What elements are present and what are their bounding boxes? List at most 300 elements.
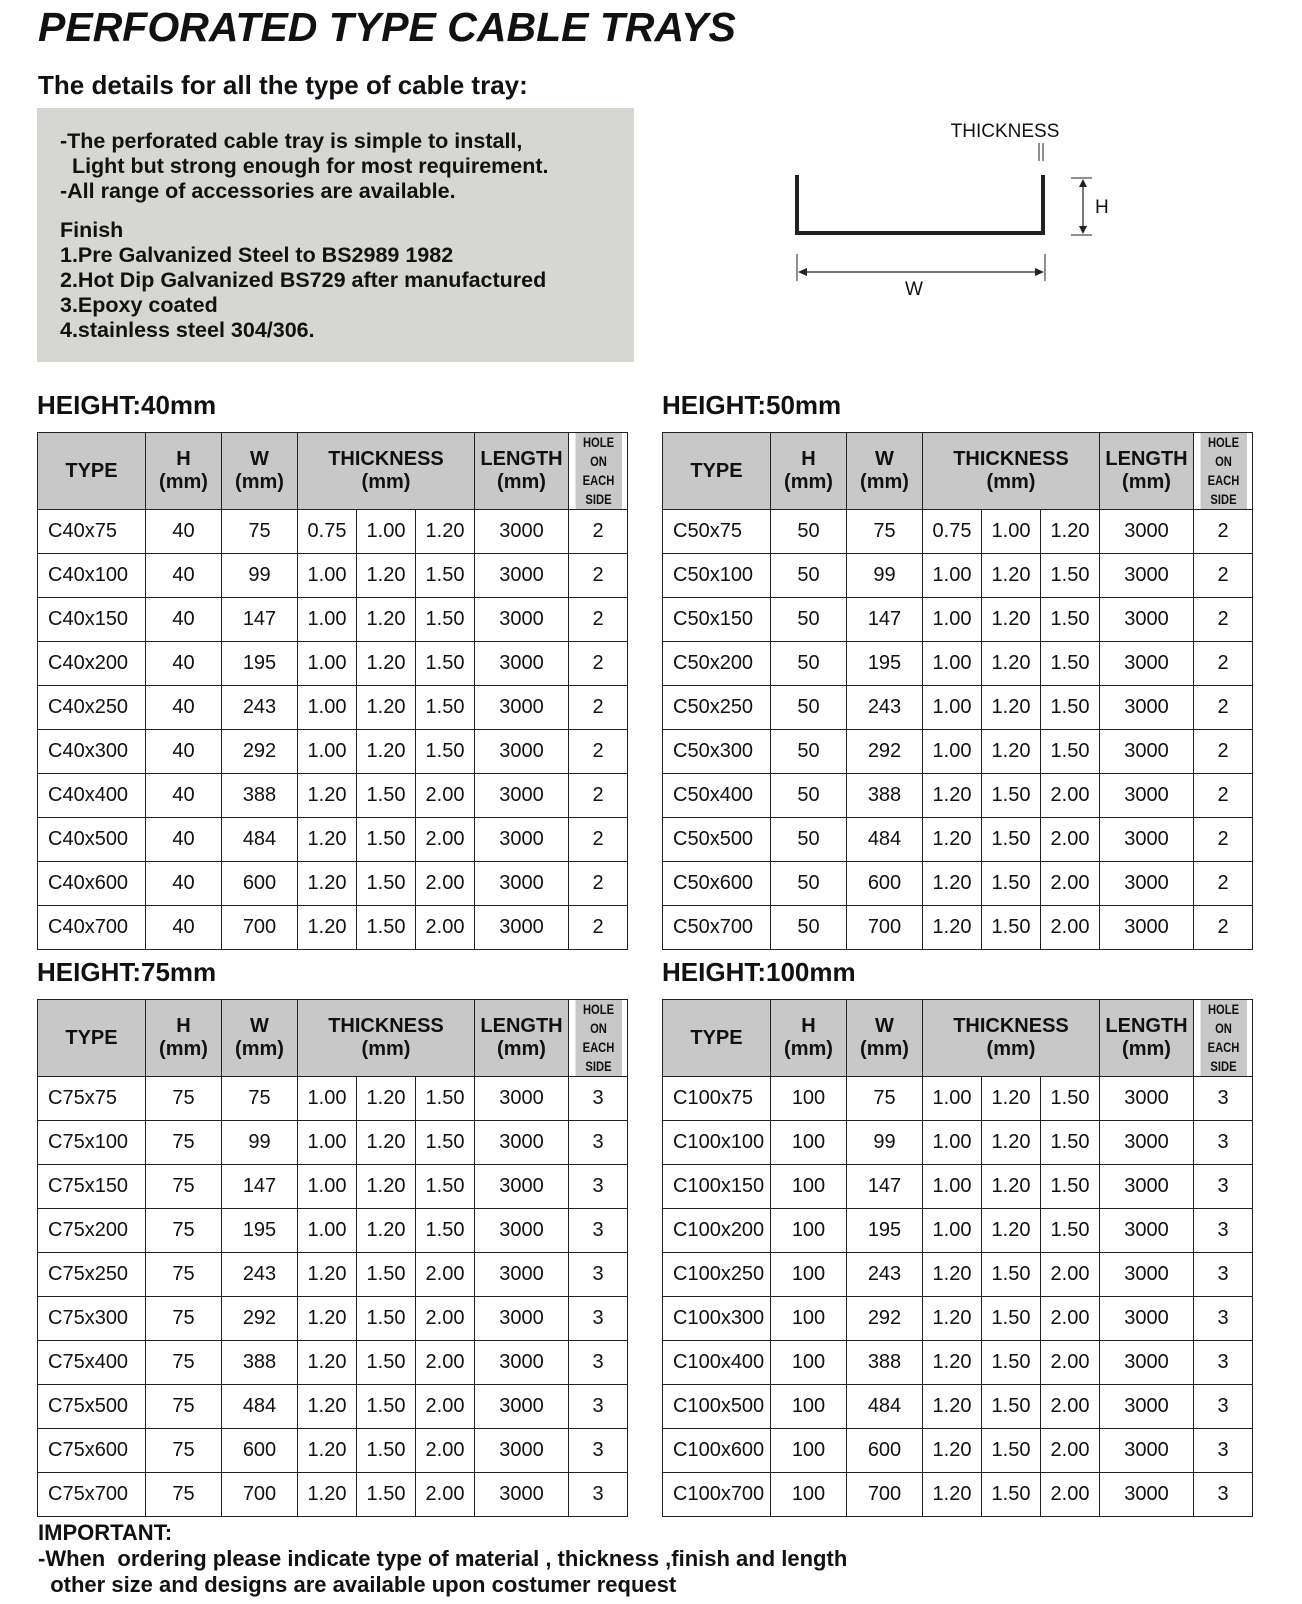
- thickness-cell: 1.20: [298, 818, 357, 862]
- hole-cell: 3: [569, 1385, 628, 1429]
- length-cell: 3000: [1100, 598, 1194, 642]
- finish-item: 2.Hot Dip Galvanized BS729 after manufactured: [60, 268, 547, 292]
- thickness-cell: 1.00: [298, 1165, 357, 1209]
- thickness-cell: 1.00: [298, 1121, 357, 1165]
- hole-cell: 2: [1194, 598, 1253, 642]
- thickness-cell: 2.00: [1041, 1341, 1100, 1385]
- thickness-cell: 1.50: [982, 862, 1041, 906]
- hole-cell: 2: [1194, 818, 1253, 862]
- length-cell: 3000: [475, 1385, 569, 1429]
- h-cell: 75: [146, 1385, 222, 1429]
- thickness-cell: 1.50: [982, 774, 1041, 818]
- thickness-cell: 1.50: [357, 862, 416, 906]
- h-cell: 50: [771, 730, 847, 774]
- hole-cell: 2: [569, 554, 628, 598]
- thickness-cell: 1.20: [923, 906, 982, 950]
- table-row: [38, 1385, 628, 1429]
- hole-cell: 3: [1194, 1121, 1253, 1165]
- thickness-cell: 2.00: [416, 906, 475, 950]
- length-cell: 3000: [475, 1165, 569, 1209]
- h-cell: 75: [146, 1209, 222, 1253]
- length-cell: 3000: [475, 730, 569, 774]
- thickness-cell: 1.20: [923, 818, 982, 862]
- thickness-cell: 1.00: [923, 642, 982, 686]
- col-header-w: W (mm): [222, 1000, 298, 1077]
- h-cell: 100: [771, 1253, 847, 1297]
- thickness-cell: 2.00: [1041, 818, 1100, 862]
- thickness-cell: 1.20: [982, 1077, 1041, 1121]
- thickness-cell: 1.00: [298, 554, 357, 598]
- type-cell: C40x200: [38, 642, 146, 686]
- h-cell: 100: [771, 1165, 847, 1209]
- thickness-cell: 1.50: [1041, 554, 1100, 598]
- table-row: [38, 598, 628, 642]
- w-cell: 484: [847, 818, 923, 862]
- w-cell: 388: [222, 1341, 298, 1385]
- thickness-cell: 1.20: [357, 554, 416, 598]
- thickness-cell: 1.20: [298, 774, 357, 818]
- table-row: [663, 818, 1253, 862]
- length-cell: 3000: [475, 1253, 569, 1297]
- thickness-cell: 1.00: [923, 1165, 982, 1209]
- table-row: [663, 1209, 1253, 1253]
- length-cell: 3000: [475, 906, 569, 950]
- h-cell: 75: [146, 1077, 222, 1121]
- type-cell: C100x200: [663, 1209, 771, 1253]
- col-header-w: W (mm): [222, 433, 298, 510]
- thickness-cell: 1.50: [1041, 1165, 1100, 1209]
- hole-cell: 2: [1194, 686, 1253, 730]
- table-row: [38, 1297, 628, 1341]
- length-cell: 3000: [475, 1429, 569, 1473]
- thickness-cell: 1.50: [1041, 598, 1100, 642]
- thickness-cell: 1.50: [357, 1429, 416, 1473]
- h-cell: 100: [771, 1209, 847, 1253]
- thickness-cell: 1.00: [298, 1077, 357, 1121]
- thickness-cell: 1.50: [1041, 730, 1100, 774]
- type-cell: C40x400: [38, 774, 146, 818]
- thickness-cell: 1.50: [982, 1341, 1041, 1385]
- w-cell: 388: [222, 774, 298, 818]
- col-header-thickness: THICKNESS (mm): [923, 1000, 1100, 1077]
- thickness-cell: 2.00: [1041, 862, 1100, 906]
- h-cell: 100: [771, 1077, 847, 1121]
- table-row: [38, 906, 628, 950]
- w-cell: 75: [222, 510, 298, 554]
- w-cell: 99: [847, 1121, 923, 1165]
- w-cell: 292: [222, 730, 298, 774]
- length-cell: 3000: [475, 1077, 569, 1121]
- thickness-cell: 1.50: [357, 1341, 416, 1385]
- w-cell: 600: [222, 862, 298, 906]
- col-header-hole: HOLE ON EACH SIDE: [574, 433, 621, 510]
- table-row: [663, 642, 1253, 686]
- length-cell: 3000: [475, 510, 569, 554]
- hole-cell: 3: [569, 1077, 628, 1121]
- table-row: [38, 642, 628, 686]
- spec-table: [662, 999, 1253, 1517]
- page-subtitle: The details for all the type of cable tray:: [38, 70, 528, 100]
- table-row: [663, 730, 1253, 774]
- h-cell: 50: [771, 510, 847, 554]
- hole-cell: 2: [569, 774, 628, 818]
- table-row: [38, 1473, 628, 1517]
- length-cell: 3000: [475, 554, 569, 598]
- length-cell: 3000: [1100, 730, 1194, 774]
- type-cell: C40x250: [38, 686, 146, 730]
- thickness-cell: 1.50: [416, 686, 475, 730]
- type-cell: C75x150: [38, 1165, 146, 1209]
- hole-cell: 3: [569, 1121, 628, 1165]
- table-row: [663, 906, 1253, 950]
- thickness-cell: 2.00: [1041, 1297, 1100, 1341]
- h-cell: 75: [146, 1341, 222, 1385]
- type-cell: C75x250: [38, 1253, 146, 1297]
- thickness-label: THICKNESS: [950, 121, 1060, 142]
- h-cell: 75: [146, 1429, 222, 1473]
- hole-cell: 3: [1194, 1473, 1253, 1517]
- h-cell: 50: [771, 554, 847, 598]
- thickness-cell: 1.50: [1041, 1077, 1100, 1121]
- thickness-cell: 1.00: [923, 1209, 982, 1253]
- h-cell: 50: [771, 774, 847, 818]
- w-cell: 99: [847, 554, 923, 598]
- w-cell: 195: [847, 642, 923, 686]
- thickness-cell: 1.20: [357, 686, 416, 730]
- hole-cell: 3: [1194, 1165, 1253, 1209]
- thickness-cell: 2.00: [416, 1429, 475, 1473]
- w-cell: 292: [222, 1297, 298, 1341]
- info-box: [37, 108, 634, 362]
- length-cell: 3000: [1100, 1341, 1194, 1385]
- h-cell: 100: [771, 1385, 847, 1429]
- h-cell: 40: [146, 642, 222, 686]
- thickness-cell: 1.20: [982, 598, 1041, 642]
- thickness-cell: 2.00: [416, 774, 475, 818]
- thickness-cell: 1.50: [982, 1253, 1041, 1297]
- w-cell: 147: [847, 1165, 923, 1209]
- cable-tray-profile-diagram: [790, 115, 1150, 305]
- type-cell: C50x500: [663, 818, 771, 862]
- col-header-length: LENGTH (mm): [475, 433, 569, 510]
- type-cell: C50x75: [663, 510, 771, 554]
- length-cell: 3000: [475, 686, 569, 730]
- section-title: HEIGHT:40mm: [37, 390, 217, 420]
- w-cell: 147: [222, 1165, 298, 1209]
- thickness-cell: 2.00: [416, 1473, 475, 1517]
- w-cell: 147: [222, 598, 298, 642]
- thickness-cell: 0.75: [923, 510, 982, 554]
- type-cell: C50x600: [663, 862, 771, 906]
- table-row: [38, 1165, 628, 1209]
- thickness-cell: 1.50: [416, 642, 475, 686]
- thickness-cell: 1.00: [923, 730, 982, 774]
- thickness-cell: 1.20: [982, 554, 1041, 598]
- h-cell: 50: [771, 686, 847, 730]
- table-row: [663, 1341, 1253, 1385]
- thickness-cell: 2.00: [1041, 1473, 1100, 1517]
- table-header-row: [38, 433, 628, 510]
- thickness-cell: 1.50: [982, 818, 1041, 862]
- info-line: -The perforated cable tray is simple to install,: [60, 129, 523, 153]
- length-cell: 3000: [1100, 1121, 1194, 1165]
- thickness-cell: 2.00: [416, 1385, 475, 1429]
- w-label: W: [905, 279, 923, 300]
- w-cell: 292: [847, 730, 923, 774]
- hole-cell: 3: [1194, 1297, 1253, 1341]
- length-cell: 3000: [1100, 1473, 1194, 1517]
- table-row: [38, 1121, 628, 1165]
- col-header-thickness: THICKNESS (mm): [298, 1000, 475, 1077]
- col-header-h: H (mm): [146, 433, 222, 510]
- table-row: [38, 774, 628, 818]
- hole-cell: 3: [1194, 1077, 1253, 1121]
- thickness-cell: 1.00: [298, 1209, 357, 1253]
- spec-table: [37, 999, 628, 1517]
- type-cell: C100x250: [663, 1253, 771, 1297]
- hole-cell: 3: [1194, 1429, 1253, 1473]
- finish-item: 1.Pre Galvanized Steel to BS2989 1982: [60, 243, 454, 267]
- thickness-cell: 0.75: [298, 510, 357, 554]
- thickness-cell: 1.00: [923, 1121, 982, 1165]
- h-cell: 40: [146, 818, 222, 862]
- table-row: [663, 1385, 1253, 1429]
- thickness-cell: 1.20: [923, 1473, 982, 1517]
- w-cell: 99: [222, 1121, 298, 1165]
- thickness-cell: 1.50: [416, 730, 475, 774]
- table-row: [663, 862, 1253, 906]
- thickness-cell: 1.20: [357, 642, 416, 686]
- type-cell: C50x100: [663, 554, 771, 598]
- thickness-cell: 1.20: [298, 1253, 357, 1297]
- w-cell: 75: [847, 510, 923, 554]
- h-cell: 100: [771, 1121, 847, 1165]
- thickness-cell: 1.50: [1041, 1121, 1100, 1165]
- section-title: HEIGHT:100mm: [662, 957, 856, 987]
- thickness-cell: 1.20: [923, 1253, 982, 1297]
- table-row: [38, 818, 628, 862]
- col-header-h: H (mm): [146, 1000, 222, 1077]
- type-cell: C100x600: [663, 1429, 771, 1473]
- w-cell: 600: [847, 862, 923, 906]
- important-title: IMPORTANT:: [38, 1520, 173, 1545]
- length-cell: 3000: [475, 862, 569, 906]
- thickness-cell: 1.20: [357, 1209, 416, 1253]
- h-cell: 40: [146, 774, 222, 818]
- type-cell: C100x700: [663, 1473, 771, 1517]
- hole-cell: 2: [569, 818, 628, 862]
- table-row: [38, 510, 628, 554]
- table-row: [663, 1121, 1253, 1165]
- col-header-type: TYPE: [38, 1000, 146, 1077]
- length-cell: 3000: [1100, 1429, 1194, 1473]
- important-line: -When ordering please indicate type of material , thickness ,finish and length: [38, 1546, 848, 1571]
- thickness-cell: 1.50: [416, 1077, 475, 1121]
- h-cell: 40: [146, 554, 222, 598]
- thickness-cell: 1.20: [298, 1341, 357, 1385]
- table-row: [38, 1077, 628, 1121]
- w-cell: 195: [847, 1209, 923, 1253]
- type-cell: C40x150: [38, 598, 146, 642]
- hole-cell: 2: [1194, 774, 1253, 818]
- thickness-cell: 1.20: [416, 510, 475, 554]
- thickness-cell: 2.00: [1041, 1253, 1100, 1297]
- thickness-cell: 1.00: [923, 686, 982, 730]
- hole-cell: 2: [1194, 554, 1253, 598]
- hole-cell: 3: [569, 1429, 628, 1473]
- h-cell: 50: [771, 818, 847, 862]
- length-cell: 3000: [1100, 554, 1194, 598]
- table-row: [663, 686, 1253, 730]
- thickness-cell: 1.20: [923, 1297, 982, 1341]
- thickness-cell: 1.20: [298, 906, 357, 950]
- hole-cell: 2: [569, 686, 628, 730]
- thickness-cell: 1.20: [923, 1429, 982, 1473]
- h-cell: 40: [146, 510, 222, 554]
- thickness-cell: 1.20: [982, 686, 1041, 730]
- w-cell: 388: [847, 774, 923, 818]
- col-header-h: H (mm): [771, 433, 847, 510]
- table-row: [38, 554, 628, 598]
- thickness-cell: 2.00: [1041, 774, 1100, 818]
- h-cell: 75: [146, 1297, 222, 1341]
- thickness-cell: 1.20: [357, 730, 416, 774]
- thickness-cell: 1.50: [416, 1121, 475, 1165]
- thickness-cell: 1.50: [357, 1473, 416, 1517]
- hole-cell: 3: [569, 1253, 628, 1297]
- thickness-cell: 1.00: [923, 554, 982, 598]
- type-cell: C50x150: [663, 598, 771, 642]
- table-row: [663, 1473, 1253, 1517]
- w-cell: 243: [222, 686, 298, 730]
- thickness-cell: 1.50: [982, 1429, 1041, 1473]
- w-cell: 243: [847, 686, 923, 730]
- w-cell: 99: [222, 554, 298, 598]
- page-title: PERFORATED TYPE CABLE TRAYS: [38, 4, 736, 50]
- w-cell: 700: [847, 1473, 923, 1517]
- col-header-w: W (mm): [847, 433, 923, 510]
- w-cell: 600: [222, 1429, 298, 1473]
- thickness-cell: 1.50: [357, 818, 416, 862]
- table-header-row: [38, 1000, 628, 1077]
- length-cell: 3000: [475, 774, 569, 818]
- thickness-cell: 1.20: [357, 1121, 416, 1165]
- length-cell: 3000: [1100, 774, 1194, 818]
- thickness-cell: 1.50: [357, 1253, 416, 1297]
- w-cell: 484: [222, 1385, 298, 1429]
- thickness-cell: 1.50: [357, 1385, 416, 1429]
- h-cell: 75: [146, 1253, 222, 1297]
- type-cell: C40x75: [38, 510, 146, 554]
- table-body: [663, 510, 1253, 950]
- thickness-cell: 1.50: [416, 598, 475, 642]
- w-cell: 75: [222, 1077, 298, 1121]
- w-cell: 700: [222, 1473, 298, 1517]
- length-cell: 3000: [475, 1121, 569, 1165]
- hole-cell: 3: [569, 1209, 628, 1253]
- h-cell: 40: [146, 862, 222, 906]
- length-cell: 3000: [1100, 1077, 1194, 1121]
- hole-cell: 2: [569, 598, 628, 642]
- w-cell: 484: [847, 1385, 923, 1429]
- thickness-cell: 1.50: [982, 906, 1041, 950]
- thickness-cell: 1.20: [298, 862, 357, 906]
- thickness-cell: 1.20: [923, 1385, 982, 1429]
- thickness-cell: 2.00: [1041, 1385, 1100, 1429]
- h-cell: 75: [146, 1473, 222, 1517]
- h-cell: 100: [771, 1473, 847, 1517]
- h-cell: 100: [771, 1341, 847, 1385]
- col-header-h: H (mm): [771, 1000, 847, 1077]
- type-cell: C50x700: [663, 906, 771, 950]
- thickness-cell: 1.20: [298, 1473, 357, 1517]
- section-title: HEIGHT:75mm: [37, 957, 217, 987]
- thickness-cell: 1.00: [923, 598, 982, 642]
- col-header-type: TYPE: [38, 433, 146, 510]
- thickness-cell: 1.20: [298, 1429, 357, 1473]
- thickness-cell: 1.50: [357, 906, 416, 950]
- table-row: [663, 1077, 1253, 1121]
- h-cell: 40: [146, 598, 222, 642]
- type-cell: C75x75: [38, 1077, 146, 1121]
- col-header-hole: HOLE ON EACH SIDE: [574, 1000, 621, 1077]
- col-header-type: TYPE: [663, 433, 771, 510]
- table-row: [38, 730, 628, 774]
- hole-cell: 2: [1194, 510, 1253, 554]
- h-cell: 75: [146, 1165, 222, 1209]
- info-line: -All range of accessories are available.: [60, 179, 456, 203]
- type-cell: C40x300: [38, 730, 146, 774]
- thickness-cell: 1.20: [982, 1209, 1041, 1253]
- table-row: [38, 686, 628, 730]
- w-cell: 195: [222, 1209, 298, 1253]
- thickness-cell: 1.20: [298, 1385, 357, 1429]
- thickness-cell: 1.20: [357, 1165, 416, 1209]
- w-cell: 75: [847, 1077, 923, 1121]
- type-cell: C100x500: [663, 1385, 771, 1429]
- w-cell: 147: [847, 598, 923, 642]
- type-cell: C50x200: [663, 642, 771, 686]
- thickness-cell: 1.20: [923, 774, 982, 818]
- thickness-cell: 1.50: [357, 774, 416, 818]
- important-line: other size and designs are available upon costumer request: [38, 1572, 677, 1597]
- thickness-cell: 1.50: [416, 554, 475, 598]
- table-header-row: [663, 1000, 1253, 1077]
- length-cell: 3000: [1100, 1253, 1194, 1297]
- thickness-cell: 1.50: [416, 1209, 475, 1253]
- table-body: [663, 1077, 1253, 1517]
- h-cell: 50: [771, 906, 847, 950]
- thickness-cell: 1.20: [982, 730, 1041, 774]
- thickness-cell: 1.50: [1041, 1209, 1100, 1253]
- thickness-cell: 1.20: [357, 1077, 416, 1121]
- thickness-cell: 1.20: [982, 642, 1041, 686]
- thickness-cell: 1.50: [1041, 686, 1100, 730]
- thickness-cell: 1.50: [1041, 642, 1100, 686]
- hole-cell: 2: [569, 906, 628, 950]
- thickness-cell: 1.00: [923, 1077, 982, 1121]
- type-cell: C75x500: [38, 1385, 146, 1429]
- w-cell: 700: [847, 906, 923, 950]
- table-row: [663, 554, 1253, 598]
- thickness-cell: 1.50: [357, 1297, 416, 1341]
- length-cell: 3000: [1100, 1165, 1194, 1209]
- type-cell: C40x700: [38, 906, 146, 950]
- col-header-hole: HOLE ON EACH SIDE: [1199, 1000, 1246, 1077]
- type-cell: C75x400: [38, 1341, 146, 1385]
- table-row: [663, 1253, 1253, 1297]
- col-header-hole: HOLE ON EACH SIDE: [1199, 433, 1246, 510]
